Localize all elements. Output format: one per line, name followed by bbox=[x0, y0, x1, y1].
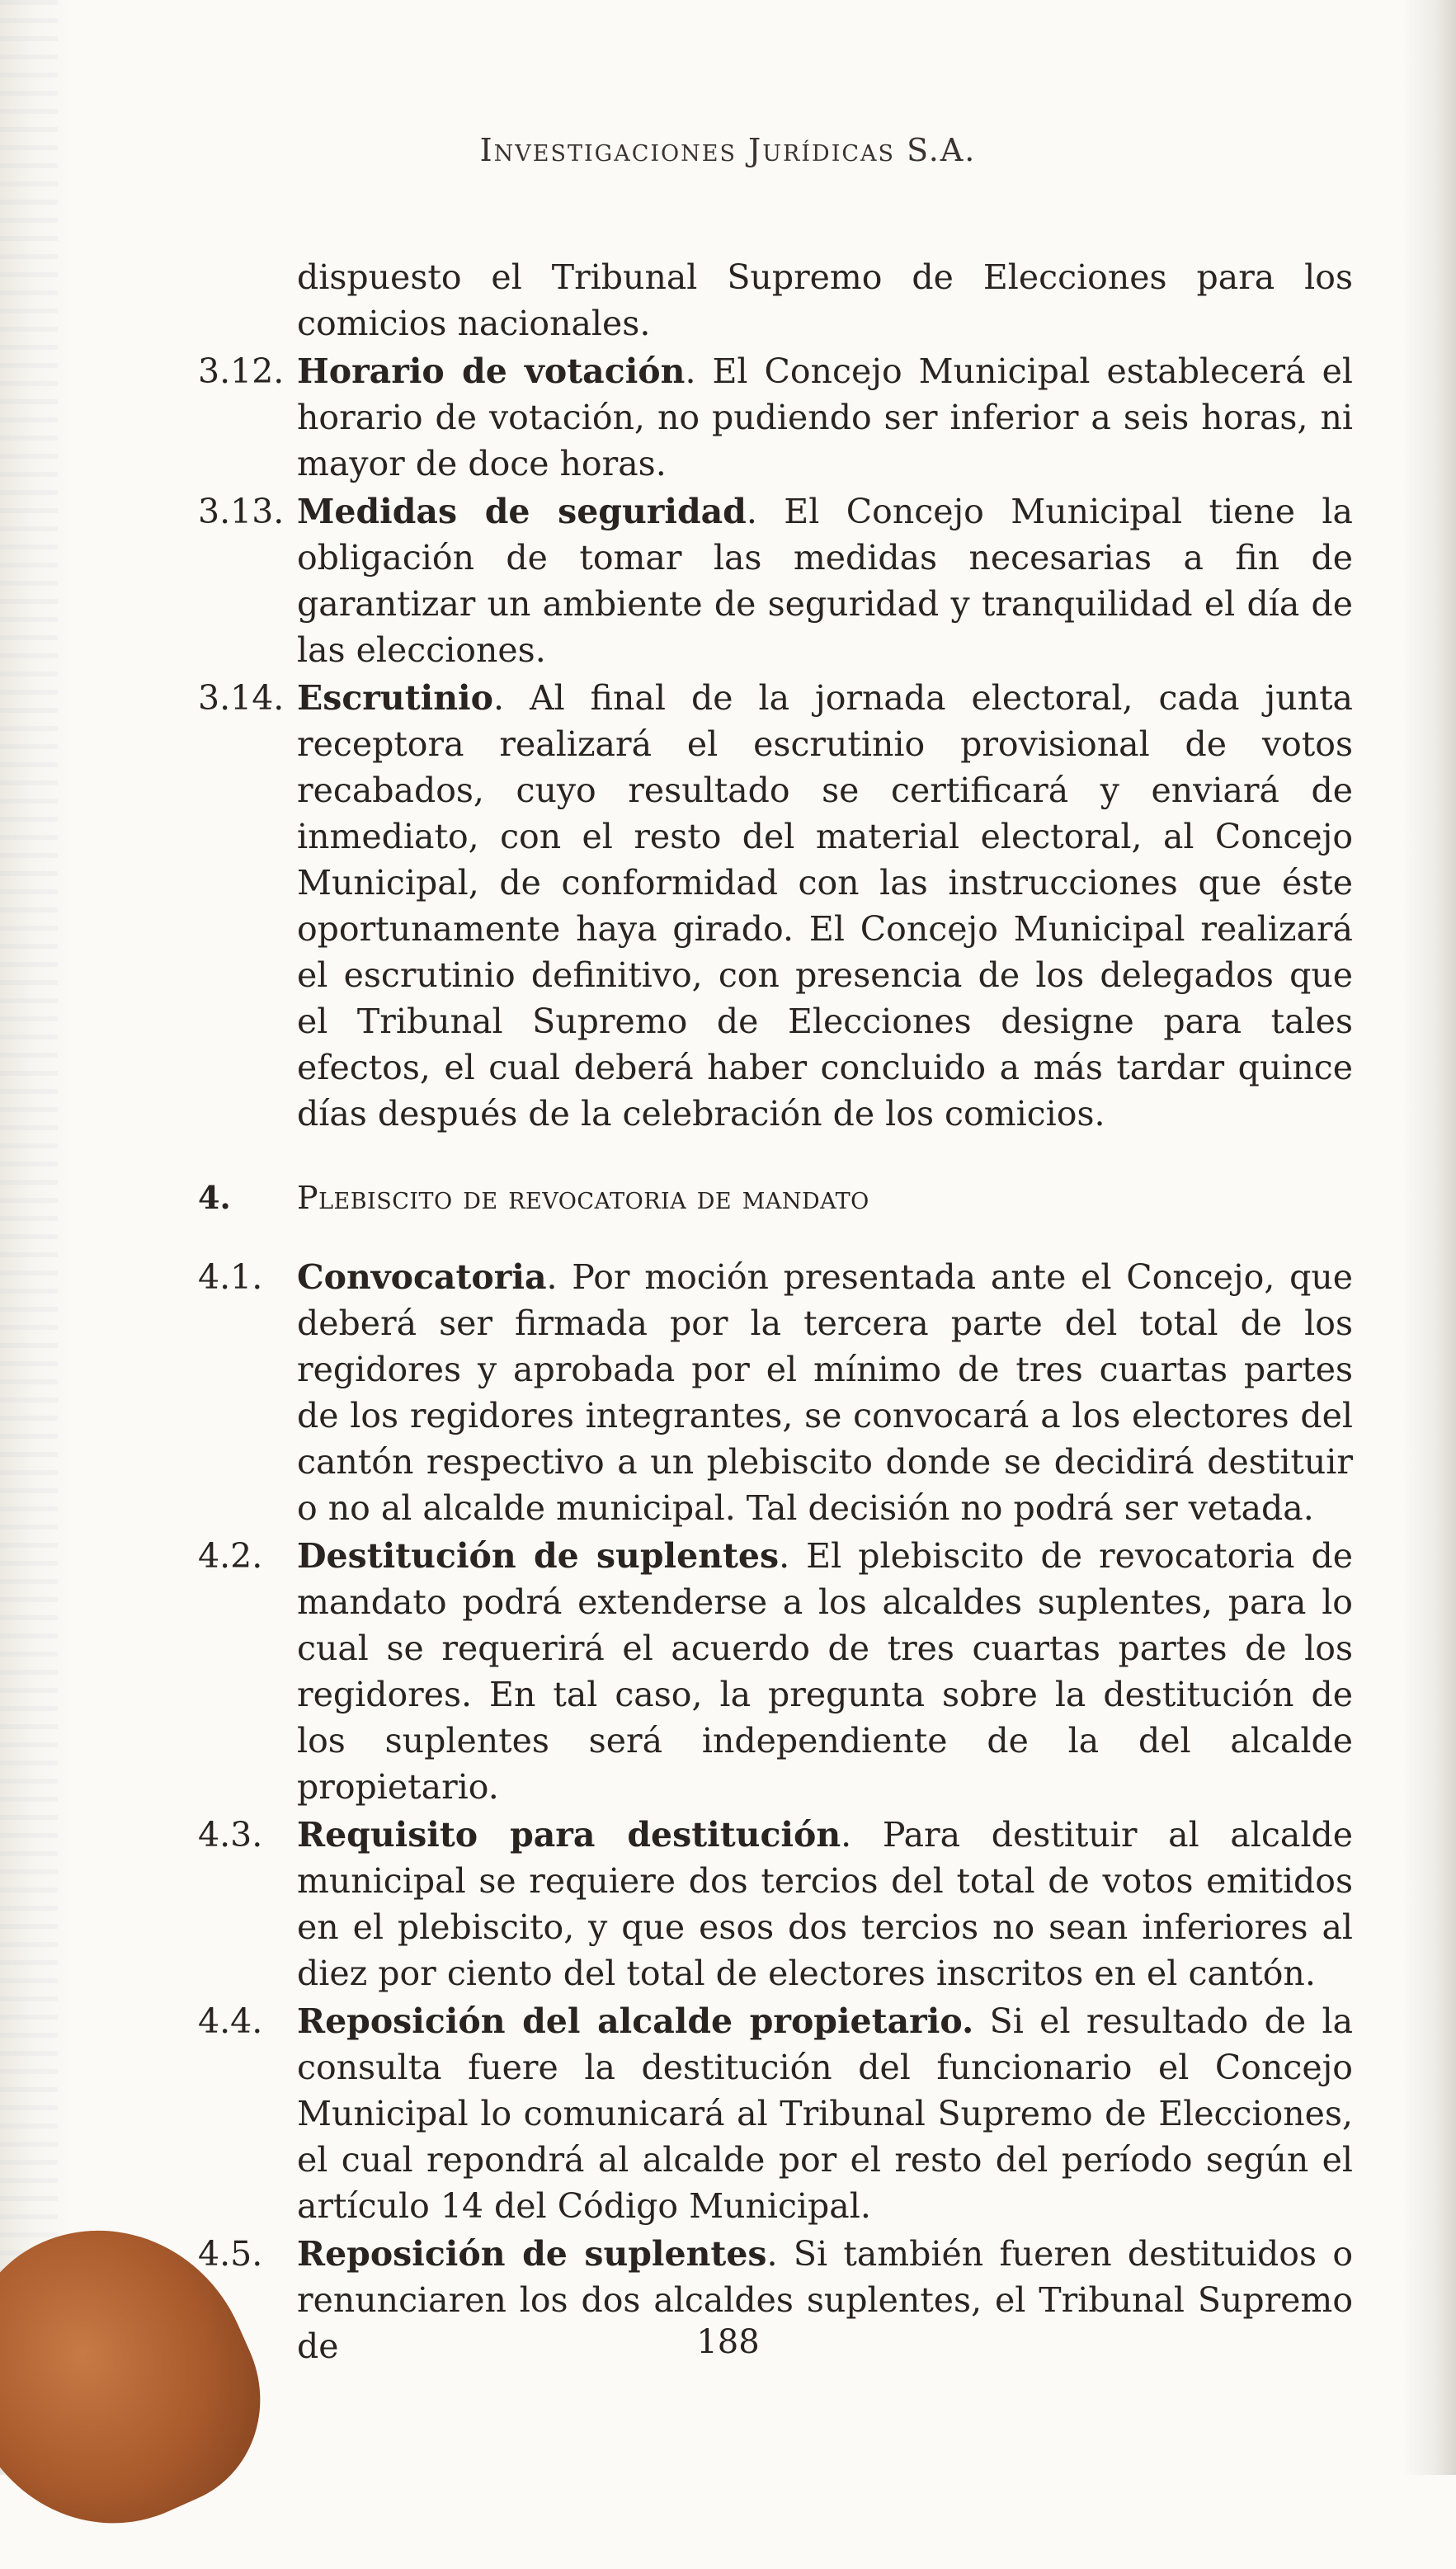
item-body bbox=[297, 1533, 1353, 1810]
item-text: . Al final de la jornada electoral, cada junta receptora realizará el escrutinio provisional de votos recabados, cuyo resultado se certificará y enviará de inmediato, con el resto del material electoral, al Concejo Municipal, de conformidad con las instrucciones que éste oportunamente haya girado. El Concejo Municipal realizará el escrutinio definitivo, con presencia de los delegados que el Tribunal Supremo de Elecciones designe para tales efectos, el cual deberá haber concluido a más tardar quince días después de la celebración de los comicios. bbox=[297, 678, 1353, 1134]
running-head: Investigaciones Jurídicas S.A. bbox=[479, 132, 977, 168]
item-text: . El plebiscito de revocatoria de mandato podrá extenderse a los alcaldes suplentes, para lo cual se requerirá el acuerdo de tres cuartas partes de los regidores. En tal caso, la pregunta sobre la destitución de los suplentes será independiente de la del alcalde propietario. bbox=[297, 1536, 1353, 1807]
item-text: . Para destituir al alcalde municipal se requiere dos tercios del total de votos emitidos en el plebiscito, y que esos dos tercios no sean inferiores al diez por ciento del total de electores inscritos en el cantón. bbox=[297, 1815, 1353, 1993]
list-item bbox=[198, 1998, 1353, 2229]
item-text: . Por moción presentada ante el Concejo, que deberá ser firmada por la tercera parte del total de los regidores y aprobada por el mínimo de tres cuartas partes de los regidores integrantes, se convocará a los electores del cantón respectivo a un plebiscito donde se decidirá destituir o no al alcalde municipal. Tal decisión no podrá ser vetada. bbox=[297, 1257, 1353, 1528]
item-title: Destitución de suplentes bbox=[297, 1536, 780, 1576]
item-text: . El Concejo Municipal establecerá el horario de votación, no pudiendo ser inferior a seis horas, ni mayor de doce horas. bbox=[297, 351, 1353, 483]
item-number: 4.5. bbox=[198, 2234, 263, 2274]
item-title: Medidas de seguridad bbox=[297, 492, 747, 531]
item-text: . Si también fueren destituidos o renunciaren los dos alcaldes suplentes, el Tribunal Supremo de bbox=[297, 2234, 1353, 2366]
item-title: Reposición del alcalde propietario. bbox=[297, 2001, 974, 2041]
items-3-list bbox=[198, 348, 1353, 1137]
item-number: 4.1. bbox=[198, 1257, 263, 1297]
item-text: . El Concejo Municipal tiene la obligación de tomar las medidas necesarias a fin de garantizar un ambiente de seguridad y tranquilidad el día de las elecciones. bbox=[297, 492, 1353, 670]
item-number: 3.14. bbox=[198, 678, 285, 718]
item-number: 4.4. bbox=[198, 2001, 263, 2041]
list-item bbox=[198, 1533, 1353, 1810]
item-body bbox=[297, 1254, 1353, 1531]
item-title: Convocatoria bbox=[297, 1257, 547, 1297]
page-body bbox=[198, 247, 1353, 2369]
item-number: 3.13. bbox=[198, 492, 285, 531]
list-item bbox=[198, 675, 1353, 1137]
item-title: Escrutinio bbox=[297, 678, 493, 718]
item-body bbox=[297, 1998, 1353, 2229]
section-number: 4. bbox=[198, 1179, 231, 1216]
list-item bbox=[198, 1254, 1353, 1531]
page-gutter bbox=[0, 0, 58, 2475]
item-number: 4.2. bbox=[198, 1536, 263, 1576]
item-text: Si el resultado de la consulta fuere la destitución del funcionario el Concejo Municipal lo comunicará al Tribunal Supremo de Elecciones, el cual repondrá al alcalde por el resto del período según el artículo 14 del Código Municipal. bbox=[297, 2001, 1354, 2226]
item-number: 3.12. bbox=[198, 351, 285, 391]
page-number: 188 bbox=[696, 2323, 760, 2361]
section-heading bbox=[198, 1175, 1353, 1221]
items-4-list bbox=[198, 1254, 1353, 2369]
list-item bbox=[198, 348, 1353, 487]
continued-paragraph: dispuesto el Tribunal Supremo de Elecciones para los comicios nacionales. bbox=[297, 257, 1353, 343]
section-title: Plebiscito de revocatoria de mandato bbox=[297, 1180, 869, 1216]
list-item bbox=[198, 1812, 1353, 1996]
item-title: Requisito para destitución bbox=[297, 1815, 841, 1855]
item-body bbox=[297, 1812, 1353, 1996]
item-title: Horario de votación bbox=[297, 351, 686, 391]
item-number: 4.3. bbox=[198, 1815, 263, 1855]
item-body bbox=[297, 348, 1353, 487]
item-title: Reposición de suplentes bbox=[297, 2234, 767, 2274]
item-body bbox=[297, 488, 1353, 673]
item-body bbox=[297, 675, 1353, 1137]
list-item bbox=[198, 488, 1353, 673]
